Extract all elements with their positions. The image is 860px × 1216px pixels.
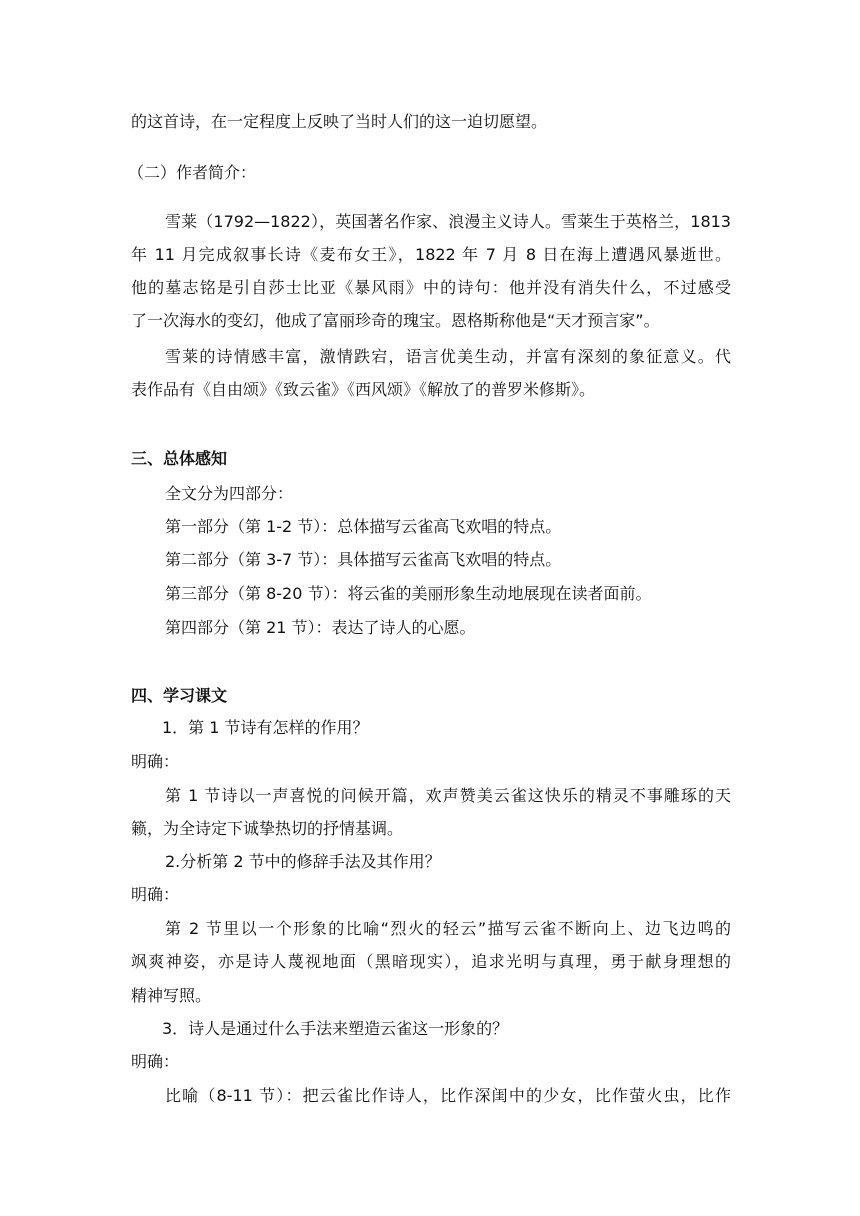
overview-part-4: 第四部分（第 21 节）：表达了诗人的心愿。 [165, 618, 476, 637]
author-para1-line4: 了一次海水的变幻，他成了富丽珍奇的瑰宝。恩格斯称他是“天才预言家”。 [131, 311, 660, 330]
author-para2-line2: 表作品有《自由颂》《致云雀》《西风颂》《解放了的普罗米修斯》。 [131, 380, 596, 399]
overview-part-1: 第一部分（第 1-2 节）：总体描写云雀高飞欢唱的特点。 [165, 517, 562, 536]
author-heading: （二）作者简介： [128, 163, 257, 182]
author-para1-line1: 雪莱（1792—1822），英国著名作家、浪漫主义诗人。雪莱生于英格兰，1813 [165, 212, 731, 231]
overview-part-3: 第三部分（第 8-20 节）：将云雀的美丽形象生动地展现在读者面前。 [165, 584, 652, 603]
author-para1-line3: 他的墓志铭是引自莎士比亚《暴风雨》中的诗句：他并没有消失什么，不过感受 [131, 278, 731, 297]
overview-intro: 全文分为四部分： [165, 484, 294, 503]
answer-label-3: 明确： [131, 1052, 180, 1071]
question-2: 2.分析第 2 节中的修辞手法及其作用？ [165, 852, 441, 871]
answer-label-2: 明确： [131, 885, 180, 904]
answer-1-line2: 籁，为全诗定下诚挚热切的抒情基调。 [131, 819, 404, 838]
answer-2-line1: 第 2 节里以一个形象的比喻“烈火的轻云”描写云雀不断向上、边飞边鸣的 [165, 919, 731, 938]
question-3: 3．诗人是通过什么手法来塑造云雀这一形象的？ [162, 1019, 509, 1038]
continuation-line: 的这首诗，在一定程度上反映了当时人们的这一迫切愿望。 [131, 112, 548, 131]
author-para1-line2: 年 11 月完成叙事长诗《麦布女王》，1822 年 7 月 8 日在海上遭遇风暴逝世。 [131, 245, 731, 264]
study-heading: 四、学习课文 [131, 686, 228, 705]
answer-3-line1: 比喻（8-11 节）：把云雀比作诗人，比作深闺中的少女，比作萤火虫，比作 [165, 1086, 731, 1105]
answer-2-line3: 精神写照。 [131, 986, 212, 1005]
overview-heading: 三、总体感知 [131, 449, 228, 468]
answer-1-line1: 第 1 节诗以一声喜悦的问候开篇，欢声赞美云雀这快乐的精灵不事雕琢的天 [165, 786, 731, 805]
author-para2-line1: 雪莱的诗情感丰富，激情跌宕，语言优美生动，并富有深刻的象征意义。代 [165, 347, 731, 366]
answer-label-1: 明确： [131, 752, 180, 771]
question-1: 1．第 1 节诗有怎样的作用？ [162, 718, 369, 737]
overview-part-2: 第二部分（第 3-7 节）：具体描写云雀高飞欢唱的特点。 [165, 550, 562, 569]
answer-2-line2: 飒爽神姿，亦是诗人蔑视地面（黑暗现实），追求光明与真理，勇于献身理想的 [131, 952, 731, 971]
